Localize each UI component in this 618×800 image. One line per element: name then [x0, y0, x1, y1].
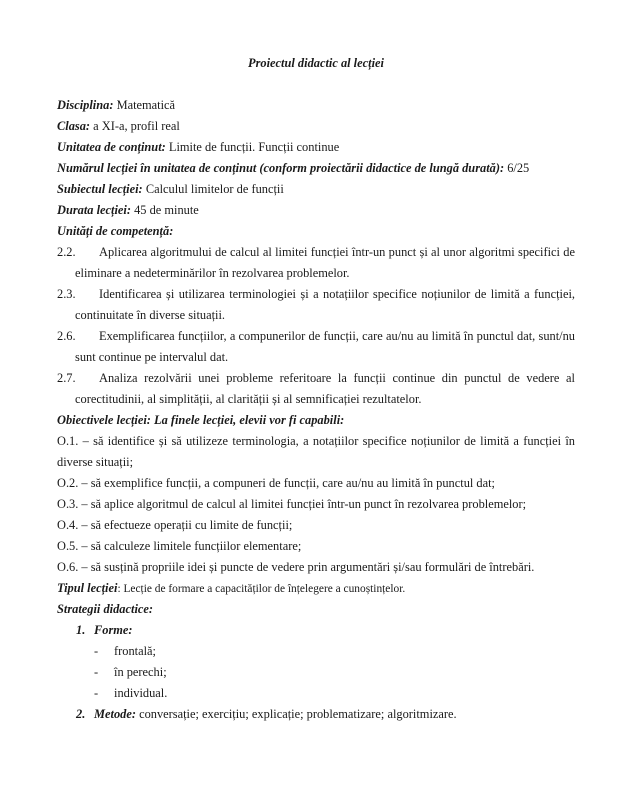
competenta-text: Exemplificarea funcțiilor, a compunerilor de funcții, care au/nu au limită în punctul dat, sunt/nu [99, 329, 575, 343]
field-clasa [57, 119, 180, 134]
field-label: Tipul lecției [57, 581, 118, 595]
competenta-number: 2.7. [57, 371, 76, 385]
competenta-continuation: sunt continue pe intervalul dat. [75, 350, 229, 364]
obiectiv-item: O.6. – să susțină propriile idei și puncte de vedere prin argumentări și/sau formulări de întrebări. [57, 560, 535, 574]
forme-item-text: în perechi; [114, 665, 167, 679]
field-label: Unitatea de conținut: [57, 140, 166, 154]
competenta-number: 2.2. [57, 245, 76, 259]
field-durata [57, 203, 199, 218]
competente-heading: Unități de competență: [57, 224, 174, 238]
forme-item-text: frontală; [114, 644, 156, 658]
document-title: Proiectul didactic al lecției [248, 56, 384, 70]
field-subiectul [57, 182, 284, 197]
obiectiv-item: O.3. – să aplice algoritmul de calcul al limitei funcției într-un punct în rezolvarea problemelor; [57, 497, 527, 511]
field-label: Numărul lecției în unitatea de conținut (conform proiectării didactice de lungă durată): [57, 161, 505, 175]
metode-value: conversație; exercițiu; explicație; problematizare; algoritmizare. [135, 707, 457, 721]
metode-item [76, 707, 457, 722]
obiectiv-item: O.1. – să identifice și să utilizeze terminologia, a notațiilor specifice noțiunilor de limită a funcției în [57, 434, 575, 448]
list-label: Metode: [94, 707, 136, 721]
obiectiv-continuation: diverse situații; [57, 455, 134, 469]
forme-item [94, 665, 167, 680]
competenta-item [57, 287, 575, 302]
field-label: Durata lecției: [57, 203, 131, 217]
dash-bullet: - [94, 644, 99, 658]
field-value: 6/25 [507, 161, 530, 175]
field-label: Subiectul lecției: [57, 182, 143, 196]
strategii-heading: Strategii didactice: [57, 602, 154, 616]
dash-bullet: - [94, 665, 99, 679]
competenta-continuation: corectitudinii, al simplității, al clarității și al semnificației rezultatelor. [75, 392, 422, 406]
list-number: 1. [76, 623, 86, 637]
dash-bullet: - [94, 686, 99, 700]
forme-item [94, 686, 167, 701]
obiectiv-item: O.4. – să efectueze operații cu limite de funcții; [57, 518, 293, 532]
field-value: Limite de funcții. Funcții continue [168, 140, 340, 154]
field-unitatea [57, 140, 339, 155]
competenta-item [57, 329, 575, 344]
forme-item-text: individual. [114, 686, 168, 700]
field-label: Disciplina: [57, 98, 114, 112]
field-label: Clasa: [57, 119, 91, 133]
list-label: Forme: [94, 623, 133, 637]
list-number: 2. [76, 707, 86, 721]
obiectiv-item: O.2. – să exemplifice funcții, a compuneri de funcții, care au/nu au limită în punctul dat; [57, 476, 496, 490]
competenta-continuation: eliminare a nedeterminărilor în rezolvarea problemelor. [75, 266, 350, 280]
obiective-heading: Obiectivele lecției: La finele lecției, elevii vor fi capabili: [57, 413, 345, 427]
field-disciplina [57, 98, 175, 113]
forme-heading [76, 623, 133, 638]
competenta-number: 2.6. [57, 329, 76, 343]
competenta-item [57, 371, 575, 386]
competenta-item [57, 245, 575, 260]
tipul-lectiei [57, 581, 405, 596]
field-value: a XI-a, profil real [93, 119, 180, 133]
obiectiv-item: O.5. – să calculeze limitele funcțiilor elementare; [57, 539, 302, 553]
competenta-text: Identificarea și utilizarea terminologiei și a notațiilor specifice noțiunilor de limită a funcției, [99, 287, 575, 301]
competenta-continuation: continuitate în diverse situații. [75, 308, 226, 322]
field-value: 45 de minute [134, 203, 199, 217]
field-numarul [57, 161, 529, 176]
competenta-text: Aplicarea algoritmului de calcul al limitei funcției într-un punct și al unor algoritmi specifici de [99, 245, 575, 259]
field-value: : Lecție de formare a capacităților de înțelegere a cunoștințelor. [117, 583, 406, 595]
competenta-text: Analiza rezolvării unei probleme referitoare la funcții continue din punctul de vedere al [99, 371, 575, 385]
field-value: Matematică [116, 98, 176, 112]
field-value: Calculul limitelor de funcții [145, 182, 284, 196]
competenta-number: 2.3. [57, 287, 76, 301]
forme-item [94, 644, 156, 659]
